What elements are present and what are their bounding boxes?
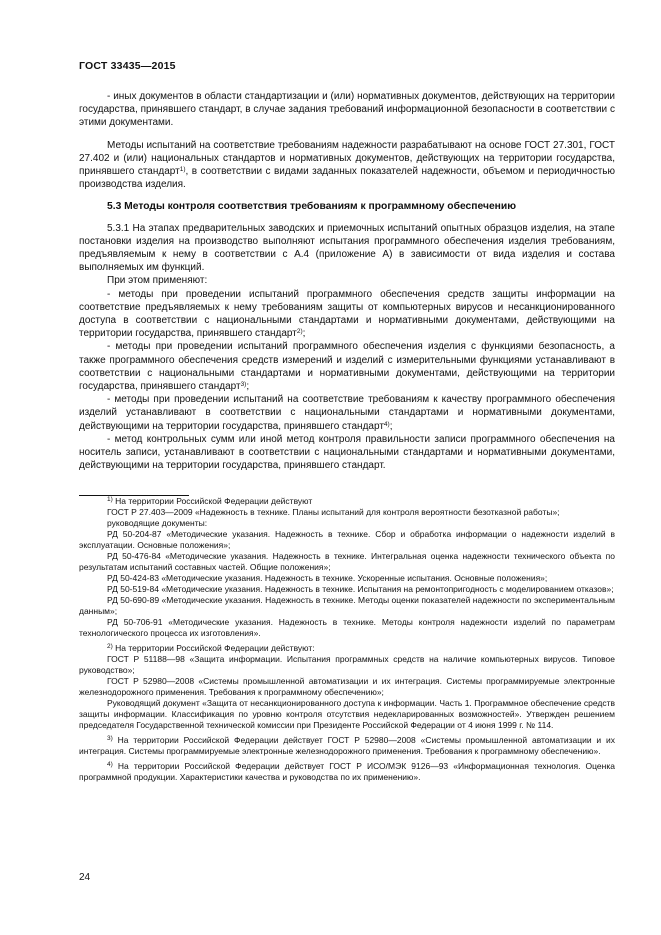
footnote-line: ГОСТ Р 27.403—2009 «Надежность в технике. Планы испытаний для контроля вероятности безотказной работы»; [107,507,560,517]
footnote-line: РД 50-204-87 «Методические указания. Надежность в технике. Сбор и обработка информации о надежности изделий в эксплуатации. Основные положения»; [79,529,615,550]
footnote-title: На территории Российской Федерации действуют [112,496,313,506]
main-text [79,90,615,472]
list-item-text: - метод контрольных сумм или иной метод контроля правильности записи программного обеспечения на носитель записи, устанавливают в соответствии с национальными стандартами и нормативными документами, действующими на территории государства, принявшего стандарт. [79,433,615,472]
footnote-mark: 1) [107,496,113,503]
footnote-line: РД 50-519-84 «Методические указания. Надежность в технике. Испытания на ремонтопригодность с моделированием отказов»; [107,584,614,594]
section-title: 5.3 Методы контроля соответствия требованиям к программному обеспечению [107,201,517,213]
footnote-mark: 3) [107,735,113,742]
footnote-ref-1: 1) [179,166,186,174]
paragraph-apply: При этом применяют: [107,275,208,287]
footnote-line: РД 50-476-84 «Методические указания. Надежность в технике. Интегральная оценка надежности технического объекта по результатам испытаний составных частей. Общие положения»; [79,551,615,572]
footnotes [79,496,615,783]
footnote-line: руководящие документы: [107,518,208,528]
list-item-text: - методы при проведении испытаний на соответствие требованиям к качеству программного обеспечения изделий устанавливают в соответствии с национальными стандартами и нормативными документами, действующими на территории государства, принявшего стандарт [79,394,615,432]
footnote-mark: 4) [107,761,113,768]
footnote-ref-3: 3) [240,381,247,389]
footnote-line: РД 50-706-91 «Методические указания. Надежность в технике. Методы контроля надежности изделий по параметрам технологического процесса их изготовления». [79,617,615,638]
footnote-line: Руководящий документ «Защита от несанкционированного доступа к информации. Часть 1. Программное обеспечение средств защиты информации. Классификация по уровню контроля отсутствия недекларированных возможностей». Утвержден решением председателя Государственной технической комиссии при Президенте Российской Федерации от 4 июня 1999 г. № 114. [79,698,615,730]
footnote-line: ГОСТ Р 52980—2008 «Системы промышленной автоматизации и их интеграция. Системы программируемые электронные железнодорожного применения. Требования к программному обеспечению»; [79,676,615,697]
footnote-text: На территории Российской Федерации действует ГОСТ Р 52980—2008 «Системы промышленной автоматизации и их интеграция. Системы программируемые электронные железнодорожного применения. Требования к программному обеспечению». [79,735,615,756]
list-item [79,288,615,341]
footnote-title: На территории Российской Федерации действуют: [112,643,315,653]
list-item-end: ; [389,420,393,432]
footnote-2-title [79,643,615,654]
footnote-text: На территории Российской Федерации действует ГОСТ Р ИСО/МЭК 9126—93 «Информационная технология. Оценка программной продукции. Характеристики качества и руководства по их применению». [79,761,615,782]
footnote-mark: 2) [107,643,113,650]
footnote-ref-4: 4) [383,420,390,428]
list-item [79,393,615,433]
footnote-line: РД 50-690-89 «Методические указания. Надежность в технике. Методы оценки показателей надежности по экспериментальным данным»; [79,595,615,616]
standard-header: ГОСТ 33435—2015 [79,60,176,72]
page-number: 24 [79,872,91,883]
paragraph-intro: - иных документов в области стандартизации и (или) нормативных документов, действующих на территории государства, принявшего стандарт, в случае задания требований информационной безопасности в соответствии с этими документами. [79,91,615,129]
paragraph-5-3-1: 5.3.1 На этапах предварительных заводских и приемочных испытаний опытных образцов изделия, на этапе постановки изделия на производство выполняют испытания программного обеспечения изделия требованиям, предъявляемым к нему в соответствии с А.4 (приложение А) в зависимости от вида изделия и состава выполняемых им функций. [79,222,615,274]
list-item-text: - методы при проведении испытаний программного обеспечения изделия с функциями безопасность, а также программного обеспечения средств измерений и изделий с измерительными функциями устанавливают в соответствии с национальными стандартами и нормативными документами, действующими на территории государства, принявшего стандарт [79,341,615,393]
list-item [79,433,615,473]
footnote-ref-2: 2) [296,328,303,336]
footnote-1-title [79,496,615,507]
footnote-3 [79,735,615,757]
footnote-line: ГОСТ Р 51188—98 «Защита информации. Испытания программных средств на наличие компьютерных вирусов. Типовое руководство»; [79,654,615,675]
list-item-text: - методы при проведении испытаний программного обеспечения средств защиты информации на соответствие предъявляемых к нему требованиям защиты от компьютерных вирусов и несанкционированного доступа в соответствии с национальными стандартами и нормативными документами, действующими на территории государства, принявшего стандарт [79,288,615,340]
list-item-end: ; [246,381,250,393]
footnote-line: РД 50-424-83 «Методические указания. Надежность в технике. Ускоренные испытания. Основные положения»; [107,573,548,583]
list-item-end: ; [302,328,306,340]
methods-text-after: , в соответствии с видами заданных показателей надежности, объемом и периодичностью производства изделия. [79,166,616,191]
footnote-4 [79,761,615,783]
methods-text: Методы испытаний на соответствие требованиям надежности разрабатывают на основе ГОСТ 27.301, ГОСТ 27.402 и (или) национальных стандартов и нормативных документов, действующих на территории государства, принявшего стандарт [79,139,615,178]
list-item [79,340,615,393]
paragraph-methods [79,139,615,192]
